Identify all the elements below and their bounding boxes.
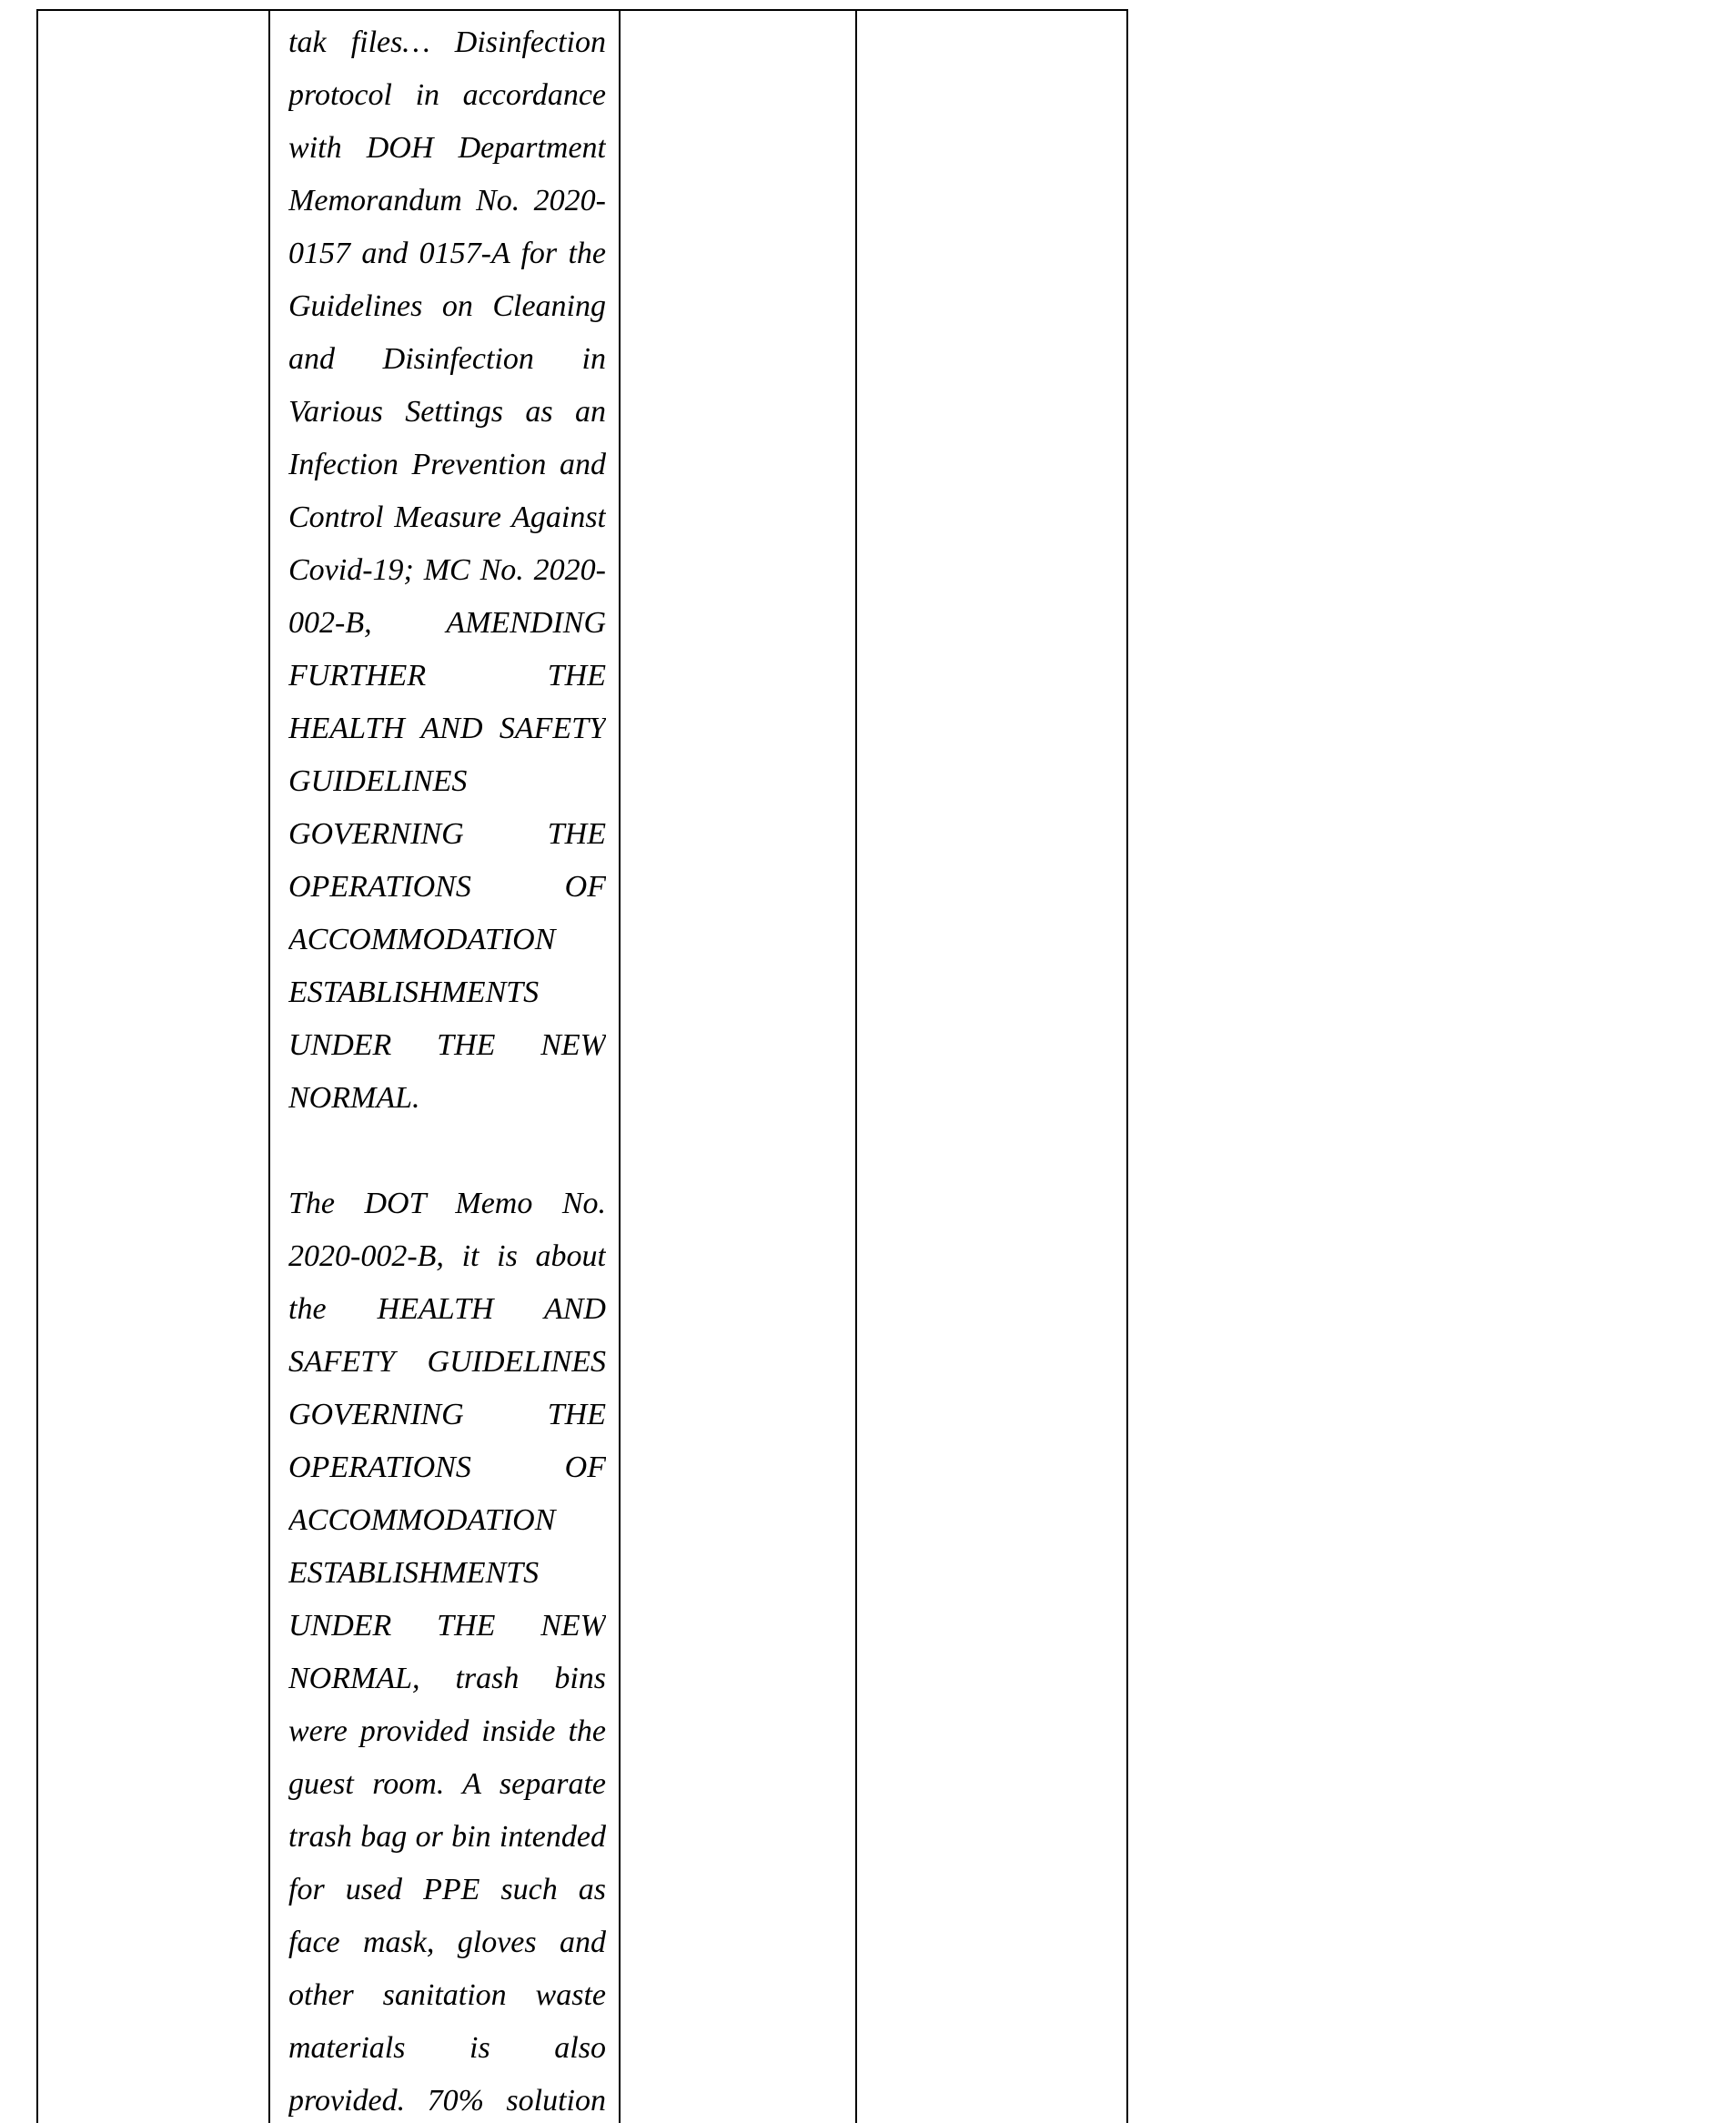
text-line: provided. 70% solution (288, 2084, 606, 2118)
text-line: 002-B, AMENDING (288, 606, 606, 640)
text-line: Infection Prevention and (288, 448, 606, 481)
text-line: other sanitation waste (288, 1978, 606, 2012)
text-line: FURTHER THE (288, 659, 606, 693)
text-line: ESTABLISHMENTS (288, 1556, 540, 1590)
table-cell-middle-empty (619, 11, 855, 2123)
text-line: with DOH Department (288, 131, 606, 165)
text-line: OPERATIONS OF (288, 870, 606, 904)
text-line: HEALTH AND SAFETY (288, 712, 606, 745)
text-line: face mask, gloves and (288, 1926, 606, 1959)
cell-paragraphs (270, 11, 619, 2123)
text-line: 0157 and 0157-A for the (288, 237, 606, 270)
text-line: NORMAL. (288, 1081, 420, 1115)
text-line: GOVERNING THE (288, 1398, 606, 1431)
text-line: 2020-002-B, it is about (288, 1239, 606, 1273)
text-line: UNDER THE NEW (288, 1028, 606, 1062)
text-line: materials is also (288, 2031, 606, 2065)
text-line: Covid-19; MC No. 2020- (288, 553, 606, 587)
text-line: trash bag or bin intended (288, 1820, 606, 1854)
text-line: NORMAL, trash bins (288, 1662, 606, 1695)
text-line: the HEALTH AND (288, 1292, 606, 1326)
text-line: The DOT Memo No. (288, 1187, 606, 1220)
text-line: SAFETY GUIDELINES (288, 1345, 606, 1379)
text-line (288, 1125, 606, 1178)
text-line: Various Settings as an (288, 395, 606, 429)
text-line: GUIDELINES (288, 764, 468, 798)
table-cell-left-empty (36, 11, 268, 2123)
text-line: tak files… Disinfection (288, 25, 606, 59)
text-line: UNDER THE NEW (288, 1609, 606, 1643)
text-line: Control Measure Against (288, 500, 606, 534)
text-line: GOVERNING THE (288, 817, 606, 851)
text-line: ESTABLISHMENTS (288, 976, 540, 1009)
text-line: were provided inside the (288, 1714, 606, 1748)
text-line: Memorandum No. 2020- (288, 184, 606, 217)
text-line: Guidelines on Cleaning (288, 289, 606, 323)
text-line: ACCOMMODATION (288, 923, 556, 956)
text-line: ACCOMMODATION (288, 1503, 556, 1537)
table-cell-narrative (268, 11, 619, 2123)
table-cell-right-empty (855, 11, 1128, 2123)
text-line: for used PPE such as (288, 1873, 606, 1906)
text-line: and Disinfection in (288, 342, 606, 376)
table (36, 9, 1128, 2123)
text-line: OPERATIONS OF (288, 1451, 606, 1484)
text-line: guest room. A separate (288, 1767, 606, 1801)
text-line: protocol in accordance (288, 78, 606, 112)
